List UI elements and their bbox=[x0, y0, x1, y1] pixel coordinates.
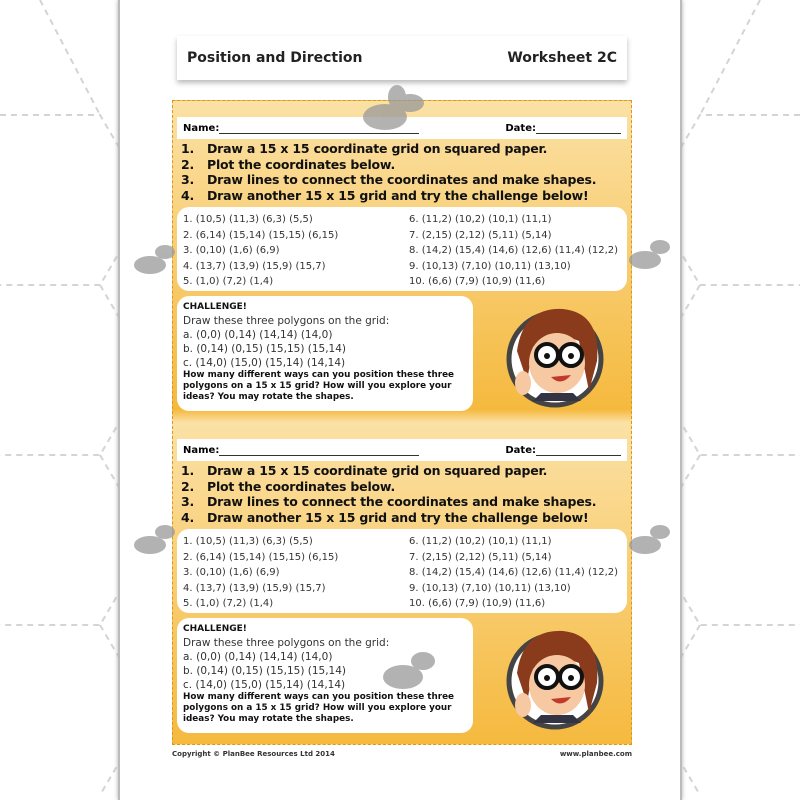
date-field[interactable] bbox=[536, 446, 621, 456]
coordinates-box bbox=[177, 529, 627, 613]
bee-watermark-icon bbox=[620, 520, 675, 560]
instruction-item bbox=[181, 510, 596, 526]
instruction-text: Draw another 15 x 15 grid and try the challenge below! bbox=[207, 187, 589, 203]
name-label: Name: bbox=[183, 445, 220, 456]
website: www.planbee.com bbox=[559, 750, 632, 758]
coordinate-set: 10. (6,6) (7,9) (10,9) (11,6) bbox=[409, 598, 546, 609]
challenge-intro: Draw these three polygons on the grid: bbox=[183, 637, 390, 649]
polygon-item: b. (0,14) (0,15) (15,15) (15,14) bbox=[183, 665, 347, 677]
copyright: Copyright © PlanBee Resources Ltd 2014 bbox=[172, 750, 335, 758]
challenge-box bbox=[177, 296, 473, 411]
instruction-text: Draw another 15 x 15 grid and try the challenge below! bbox=[207, 509, 589, 525]
polygon-item: a. (0,0) (0,14) (14,14) (14,0) bbox=[183, 651, 333, 663]
coordinate-set: 7. (2,15) (2,12) (5,11) (5,14) bbox=[409, 229, 552, 241]
instruction-number: 2. bbox=[181, 156, 195, 172]
instruction-item bbox=[181, 479, 596, 495]
name-date-row bbox=[177, 439, 627, 461]
coordinate-set: 1. (10,5) (11,3) (6,3) (5,5) bbox=[183, 536, 313, 547]
coordinate-set: 4. (13,7) (13,9) (15,9) (15,7) bbox=[183, 260, 326, 272]
instruction-number: 4. bbox=[181, 187, 195, 203]
coordinate-set: 8. (14,2) (15,4) (14,6) (12,6) (11,4) (12,2) bbox=[409, 245, 619, 256]
date-label: Date: bbox=[505, 123, 536, 134]
coordinate-set: 2. (6,14) (15,14) (15,15) (6,15) bbox=[183, 229, 339, 241]
bee-watermark-icon bbox=[620, 235, 675, 275]
bee-watermark-icon bbox=[125, 240, 180, 280]
worksheet-section bbox=[173, 101, 631, 421]
coordinate-set: 5. (1,0) (7,2) (1,4) bbox=[183, 598, 274, 609]
bee-watermark-icon bbox=[355, 85, 435, 140]
coordinate-set: 10. (6,6) (7,9) (10,9) (11,6) bbox=[409, 276, 546, 287]
instruction-text: Plot the coordinates below. bbox=[207, 156, 396, 172]
polygon-item: c. (14,0) (15,0) (15,14) (14,14) bbox=[183, 357, 346, 369]
instruction-item bbox=[181, 463, 596, 479]
coordinates-box bbox=[177, 207, 627, 291]
cartoon-girl-illustration bbox=[493, 623, 611, 733]
coordinate-set: 7. (2,15) (2,12) (5,11) (5,14) bbox=[409, 551, 552, 563]
coordinate-set: 9. (10,13) (7,10) (10,11) (13,10) bbox=[409, 260, 571, 272]
coordinate-set: 8. (14,2) (15,4) (14,6) (12,6) (11,4) (12,2) bbox=[409, 567, 619, 578]
instruction-number: 4. bbox=[181, 509, 195, 525]
coordinate-set: 6. (11,2) (10,2) (10,1) (11,1) bbox=[409, 214, 552, 225]
coordinate-set: 5. (1,0) (7,2) (1,4) bbox=[183, 276, 274, 287]
instruction-number: 3. bbox=[181, 172, 195, 187]
instruction-text: Draw a 15 x 15 coordinate grid on squared paper. bbox=[207, 141, 548, 156]
name-field[interactable] bbox=[219, 446, 419, 456]
polygon-item: c. (14,0) (15,0) (15,14) (14,14) bbox=[183, 679, 346, 691]
challenge-title: CHALLENGE! bbox=[183, 624, 247, 634]
instruction-text: Plot the coordinates below. bbox=[207, 478, 396, 494]
instruction-number: 2. bbox=[181, 478, 195, 494]
instruction-item bbox=[181, 141, 596, 157]
worksheet-header bbox=[177, 36, 627, 80]
instruction-number: 1. bbox=[181, 463, 195, 478]
challenge-question: How many different ways can you position these three polygons on a 15 x 15 grid? How will you explore your ideas? You may rotate the shapes. bbox=[183, 370, 455, 402]
instruction-text: Draw lines to connect the coordinates and make shapes. bbox=[207, 172, 597, 187]
coordinate-set: 6. (11,2) (10,2) (10,1) (11,1) bbox=[409, 536, 552, 547]
challenge-intro: Draw these three polygons on the grid: bbox=[183, 315, 390, 327]
cartoon-girl-illustration bbox=[493, 301, 611, 411]
coordinate-set: 4. (13,7) (13,9) (15,9) (15,7) bbox=[183, 582, 326, 594]
challenge-question: How many different ways can you position these three polygons on a 15 x 15 grid? How will you explore your ideas? You may rotate the shapes. bbox=[183, 692, 455, 724]
instruction-item bbox=[181, 157, 596, 173]
worksheet-title: Position and Direction bbox=[187, 50, 363, 66]
coordinate-set: 1. (10,5) (11,3) (6,3) (5,5) bbox=[183, 214, 313, 225]
date-field[interactable] bbox=[536, 124, 621, 134]
date-label: Date: bbox=[505, 445, 536, 456]
instruction-text: Draw lines to connect the coordinates and make shapes. bbox=[207, 494, 597, 509]
instructions-list bbox=[181, 463, 596, 525]
coordinate-set: 2. (6,14) (15,14) (15,15) (6,15) bbox=[183, 551, 339, 563]
bee-watermark-icon bbox=[125, 520, 180, 560]
instruction-item bbox=[181, 172, 596, 188]
coordinate-set: 3. (0,10) (1,6) (6,9) bbox=[183, 567, 280, 578]
instruction-item bbox=[181, 188, 596, 204]
coordinate-set: 9. (10,13) (7,10) (10,11) (13,10) bbox=[409, 582, 571, 594]
instruction-number: 1. bbox=[181, 141, 195, 156]
polygon-item: a. (0,0) (0,14) (14,14) (14,0) bbox=[183, 329, 333, 341]
instruction-text: Draw a 15 x 15 coordinate grid on squared paper. bbox=[207, 463, 548, 478]
footer bbox=[172, 750, 632, 758]
instructions-list bbox=[181, 141, 596, 203]
instruction-number: 3. bbox=[181, 494, 195, 509]
name-label: Name: bbox=[183, 123, 220, 134]
worksheet-number: Worksheet 2C bbox=[507, 50, 617, 66]
challenge-title: CHALLENGE! bbox=[183, 302, 247, 312]
bee-watermark-icon bbox=[375, 645, 445, 700]
coordinate-set: 3. (0,10) (1,6) (6,9) bbox=[183, 245, 280, 256]
instruction-item bbox=[181, 494, 596, 510]
polygon-item: b. (0,14) (0,15) (15,15) (15,14) bbox=[183, 343, 347, 355]
